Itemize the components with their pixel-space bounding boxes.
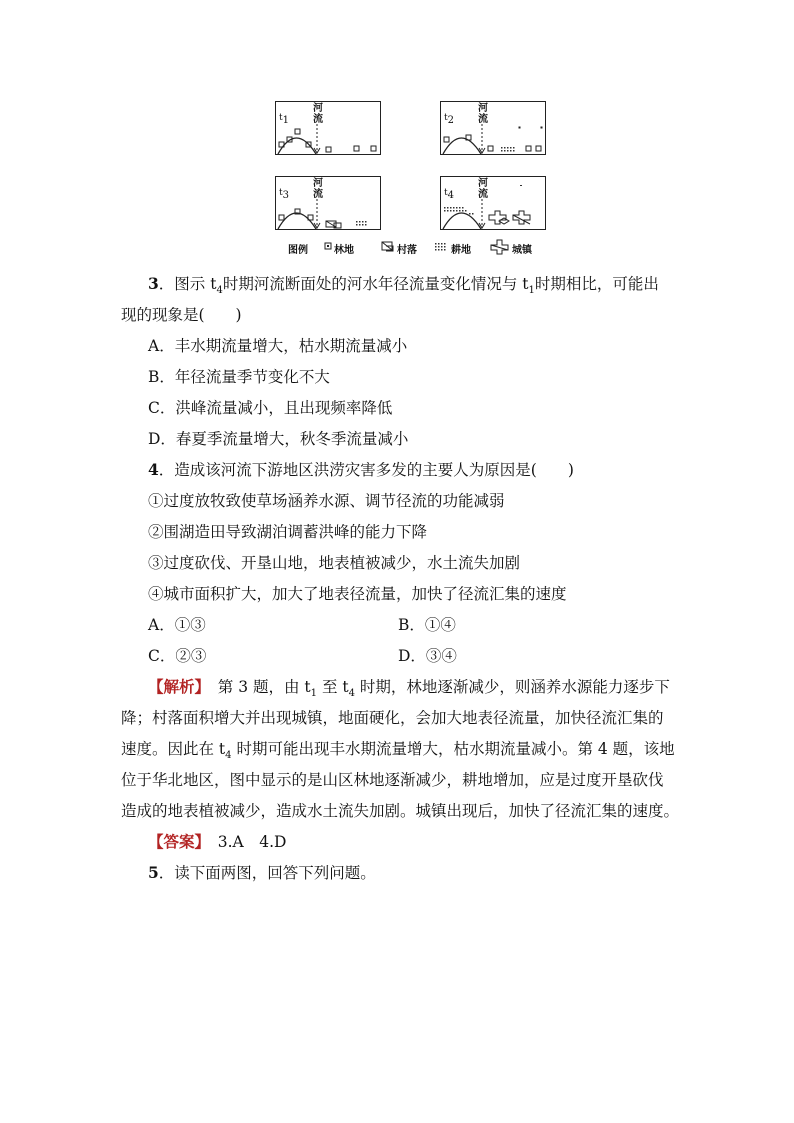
panel-label: $t_2$	[444, 113, 454, 126]
answer-tag: 【答案】	[148, 832, 203, 851]
analysis-line2: 降；村落面积增大并出现城镇，地面硬化，会加大地表径流量，加快径流汇集的	[121, 709, 664, 727]
river-label: 河流	[478, 178, 488, 200]
river-label: 河流	[478, 103, 488, 125]
panel-t1-drawing	[276, 102, 380, 154]
legend-town: 城镇	[512, 245, 532, 256]
panel-t2	[440, 101, 546, 155]
q4-item-2: ②围湖造田导致湖泊调蓄洪峰的能力下降	[148, 523, 428, 541]
analysis-line5: 造成的地表植被减少，造成水土流失加剧。城镇出现后，加快了径流汇集的速度。	[121, 802, 680, 820]
analysis-line4: 位于华北地区，图中显示的是山区林地逐渐减少，耕地增加，应是过度开垦砍伐	[121, 771, 664, 789]
forest-icons	[279, 129, 376, 152]
panel-t3	[275, 176, 381, 230]
q3-option-c: C．洪峰流量减小，且出现频率降低	[148, 399, 393, 417]
q3-option-a: A．丰水期流量增大，枯水期流量减小	[148, 337, 408, 355]
panel-t2-drawing	[441, 102, 545, 154]
analysis-line1: 【解析】 第 3 题，由 $t_1$ 至 $t_4$ 时期，林地逐渐减少，则涵养水源能力逐步下	[148, 677, 670, 700]
town-icon	[490, 239, 510, 255]
legend-title: 图例	[288, 245, 308, 256]
panel-label: $t_4$	[444, 188, 454, 201]
forest-icon	[324, 242, 332, 250]
legend-forest: 林地	[334, 245, 354, 256]
village-icon	[381, 241, 395, 252]
panel-label: $t_3$	[279, 188, 289, 201]
q5-number: 5	[148, 863, 159, 882]
q4-item-4: ④城市面积扩大，加大了地表径流量，加快了径流汇集的速度	[148, 585, 567, 603]
q4-number: 4	[148, 460, 159, 479]
q3-option-b: B．年径流量季节变化不大	[148, 368, 330, 386]
river-label: 河流	[313, 103, 323, 125]
legend-village: 村落	[397, 245, 417, 256]
panel-t3-drawing	[276, 177, 380, 229]
q5-stem: 5．读下面两图，回答下列问题。	[148, 863, 376, 882]
river-label: 河流	[313, 178, 323, 200]
q4-stem: 4．造成该河流下游地区洪涝灾害多发的主要人为原因是( )	[148, 460, 574, 479]
q3-stem-line1: 3．图示 $t_4$时期河流断面处的河水年径流量变化情况与 $t_1$时期相比，可能出	[148, 274, 659, 297]
panel-t4	[440, 176, 546, 230]
analysis-line3: 速度。因此在 $t_4$ 时期可能出现丰水期流量增大，枯水期流量减小。第 4 题，该地	[121, 740, 675, 762]
q4-option-c: C．②③	[148, 647, 207, 665]
land-use-figure	[272, 96, 562, 261]
legend-farmland: 耕地	[451, 245, 471, 256]
q4-item-1: ①过度放牧致使草场涵养水源、调节径流的功能减弱	[148, 492, 505, 510]
panel-label: $t_1$	[279, 113, 289, 126]
q3-option-d: D．春夏季流量增大，秋冬季流量减小	[148, 430, 409, 448]
panel-t1	[275, 101, 381, 155]
q4-option-a: A．①③	[148, 616, 206, 634]
analysis-tag: 【解析】	[148, 677, 203, 696]
figure-legend	[288, 238, 568, 256]
q3-number: 3	[148, 274, 159, 293]
q4-option-b: B．①④	[398, 616, 456, 634]
q4-option-d: D．③④	[398, 647, 457, 665]
answer-line: 【答案】 3.A 4.D	[148, 832, 287, 851]
q4-item-3: ③过度砍伐、开垦山地，地表植被减少，水土流失加剧	[148, 554, 521, 572]
farmland-icon	[435, 243, 449, 251]
q3-stem-line2: 现的现象是( )	[121, 306, 242, 324]
panel-t4-drawing	[441, 177, 545, 229]
